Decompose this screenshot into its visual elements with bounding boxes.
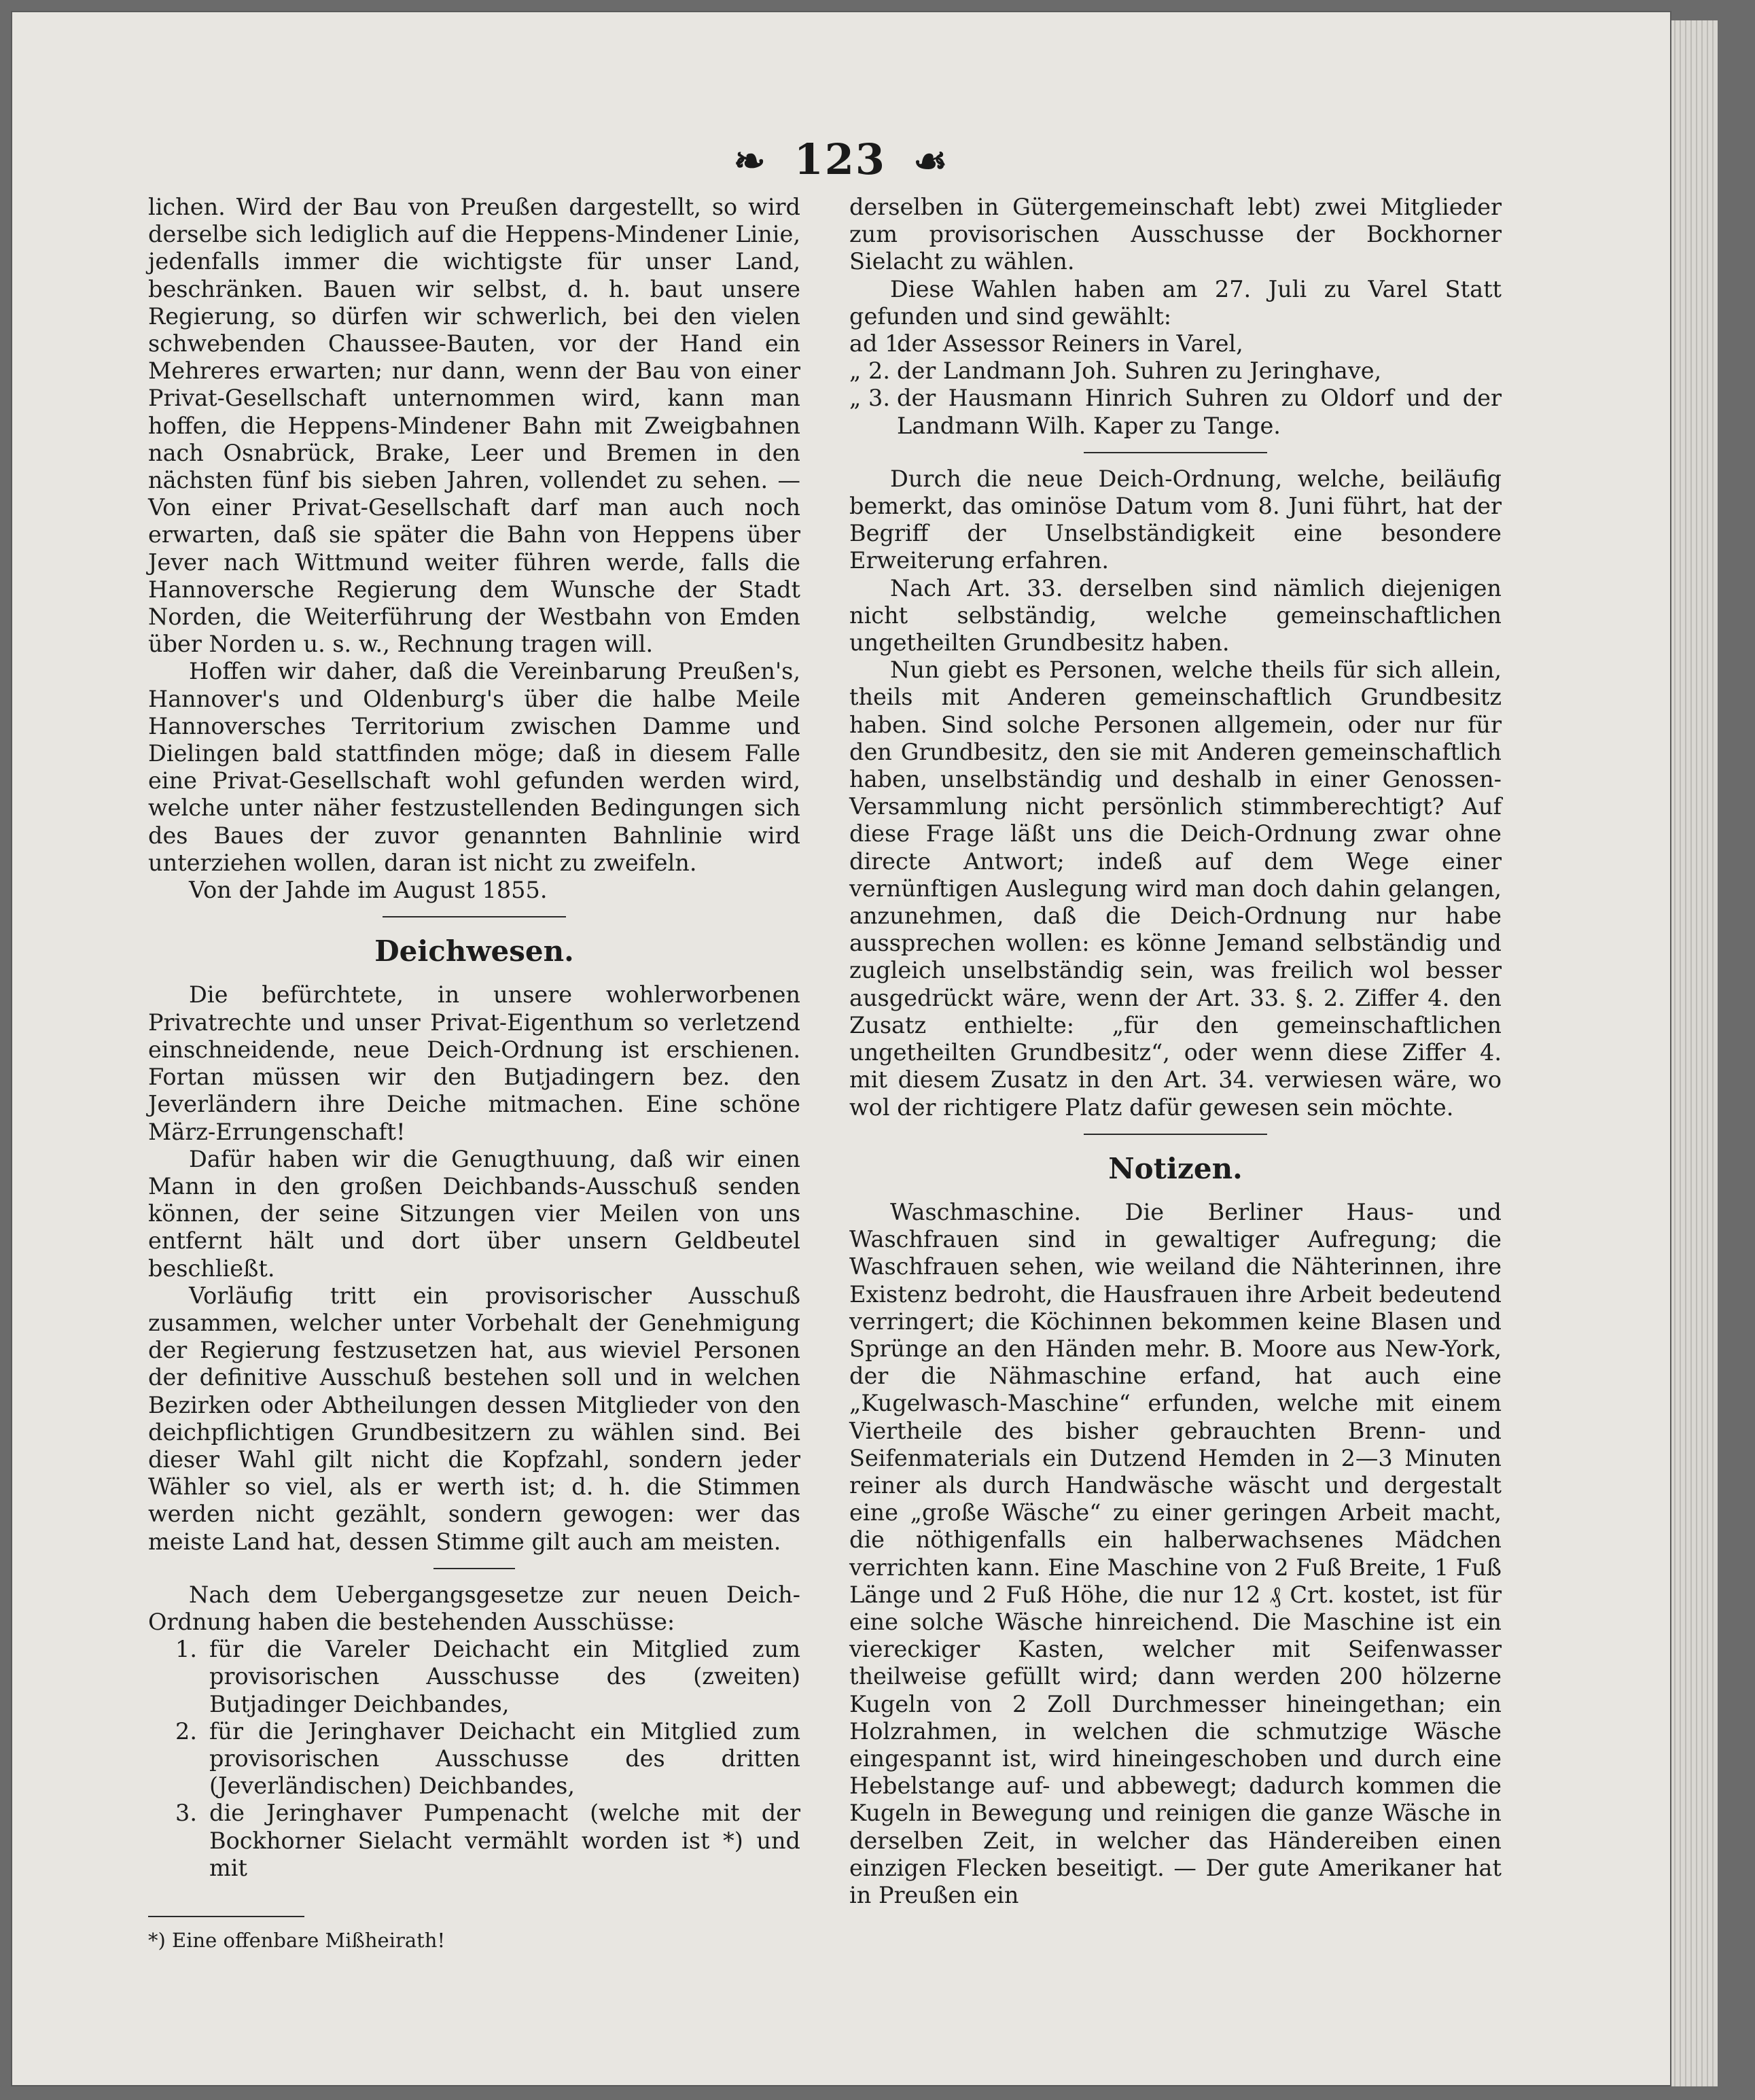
section-divider xyxy=(433,1568,515,1569)
paragraph: Vorläufig tritt ein provisorischer Ausschuß zusammen, welcher unter Vorbehalt der Genehmigung der Regierung festzusetzen hat, aus wieviel Personen der definitive Ausschuß bestehen soll und in welchen Bezirken oder Abtheilungen dessen Mitglieder von den deichpflichtigen Grundbesitzern zu wählen sind. Bei dieser Wahl gilt nicht die Kopfzahl, sondern jeder Wähler so viel, als er werth ist; d. h. die Stimmen werden nicht gezählt, sondern gewogen: wer das meiste Land hat, dessen Stimme gilt auch am meisten. xyxy=(148,1282,800,1555)
section-divider xyxy=(1084,1134,1267,1135)
paragraph: Nach Art. 33. derselben sind nämlich diejenigen nicht selbständig, welche gemeinschaftlichen ungetheilten Grundbesitz haben. xyxy=(849,574,1502,657)
footnote: *) Eine offenbare Mißheirath! xyxy=(148,1928,446,1952)
paragraph: Hoffen wir daher, daß die Vereinbarung Preußen's, Hannover's und Oldenburg's über die halbe Meile Hannoversches Territorium zwischen Damme und Dielingen bald stattfinden möge; daß in diesem Falle eine Privat-Gesellschaft wohl gefunden werden wird, welche unter näher festzustellenden Bedingungen sich des Baues der zuvor genannten Bahnlinie wird unterziehen wollen, daran ist nicht zu zweifeln. xyxy=(148,658,800,876)
list-item: „ 2. der Landmann Joh. Suhren zu Jeringhave, xyxy=(849,357,1382,385)
section-divider xyxy=(1084,452,1267,453)
paragraph: Dafür haben wir die Genugthuung, daß wir einen Mann in den großen Deichbands-Ausschuß senden können, der seine Sitzungen vier Meilen von uns entfernt hält und dort über unsern Geldbeutel beschließt. xyxy=(148,1145,800,1282)
page-header xyxy=(12,135,1670,184)
page-edge-stack xyxy=(1670,20,1718,2086)
paragraph: Nach dem Uebergangsgesetze zur neuen Deich-Ordnung haben die bestehenden Ausschüsse: xyxy=(148,1581,800,1635)
list-item: 1. für die Vareler Deichacht ein Mitglied zum provisorischen Ausschusse des (zweiten) Butjadinger Deichbandes, xyxy=(175,1636,800,1717)
page-number: 123 xyxy=(794,135,887,184)
section-heading: Deichwesen. xyxy=(374,934,574,968)
dateline: Von der Jahde im August 1855. xyxy=(189,877,548,904)
ornament-right-icon: ☙ xyxy=(913,139,949,183)
numbered-list xyxy=(148,1636,800,1882)
paragraph: Nun giebt es Personen, welche theils für sich allein, theils mit Anderen gemeinschaftlich Grundbesitz haben. Sind solche Personen allgemein, oder nur für den Grundbesitz, den sie mit Anderen gemeinschaftlich haben, unselbständig und deshalb in einer Genossen-Versammlung nicht persönlich stimmberechtigt? Auf diese Frage läßt uns die Deich-Ordnung zwar ohne directe Antwort; indeß auf dem Wege einer vernünftigen Auslegung wird man doch dahin gelangen, anzunehmen, daß die Deich-Ordnung nur habe aussprechen wollen: es könne Jemand selbständig und zugleich unselbständig sein, was freilich wol besser ausgedrückt wäre, wenn der Art. 33. §. 2. Ziffer 4. den Zusatz enthielte: „für den gemeinschaftlichen ungetheilten Grundbesitz“, oder wenn diese Ziffer 4. mit diesem Zusatz in den Art. 34. verwiesen wäre, wo wol der richtigere Platz dafür gewesen sein möchte. xyxy=(849,657,1502,1121)
paragraph: Waschmaschine. Die Berliner Haus- und Waschfrauen sind in gewaltiger Aufregung; die Waschfrauen sehen, wie weiland die Nähterinnen, ihre Existenz bedroht, die Hausfrauen ihre Arbeit bedeutend verringert; die Köchinnen bekommen keine Blasen und Sprünge an den Händen mehr. B. Moore aus New-York, der die Nähmaschine erfand, hat auch eine „Kugelwasch-Maschine“ erfunden, welche mit einem Viertheile des bisher gebrauchten Brenn- und Seifenmaterials ein Dutzend Hemden in 2—3 Minuten reiner als durch Handwäsche wäscht und dergestalt eine „große Wäsche“ zu einer geringen Arbeit macht, die nöthigenfalls ein halberwachsenes Mädchen verrichten kann. Eine Maschine von 2 Fuß Breite, 1 Fuß Länge und 2 Fuß Höhe, die nur 12 ₰ Crt. kostet, ist für eine solche Wäsche hinreichend. Die Maschine ist ein viereckiger Kasten, welcher mit Seifenwasser theilweise gefüllt wird; dann werden 200 hölzerne Kugeln von 2 Zoll Durchmesser hineingethan; ein Holzrahmen, in welchen die schmutzige Wäsche eingespannt ist, wird hineingeschoben und durch eine Hebelstange auf- und abbewegt; dadurch kommen die Kugeln in Bewegung und reinigen die ganze Wäsche in derselben Zeit, in welcher das Händereiben einen einzigen Flecken beseitigt. — Der gute Amerikaner hat in Preußen ein xyxy=(849,1198,1502,1908)
paragraph: lichen. Wird der Bau von Preußen dargestellt, so wird derselbe sich lediglich auf die Heppens-Mindener Linie, jedenfalls immer die wichtigste für unser Land, beschränken. Bauen wir selbst, d. h. baut unsere Regierung, so dürfen wir schwerlich, bei den vielen schwebenden Chaussee-Bauten, vor der Hand ein Mehreres erwarten; nur dann, wenn der Bau von einer Privat-Gesellschaft unternommen wird, kann man hoffen, die Heppens-Mindener Bahn mit Zweigbahnen nach Osnabrück, Brake, Leer und Bremen in den nächsten fünf bis sieben Jahren, vollendet zu sehen. — Von einer Privat-Gesellschaft darf man auch noch erwarten, daß sie später die Bahn von Heppens über Jever nach Wittmund weiter führen werde, falls die Hannoversche Regierung dem Wunsche der Stadt Norden, die Weiterführung der Westbahn von Emden über Norden u. s. w., Rechnung tragen will. xyxy=(148,194,800,658)
list-item: 3. die Jeringhaver Pumpenacht (welche mit der Bockhorner Sielacht vermählt worden ist *) und mit xyxy=(175,1800,800,1881)
right-column xyxy=(849,194,1502,1909)
left-column xyxy=(148,194,800,1954)
ornament-left-icon: ❧ xyxy=(733,139,767,183)
section-divider xyxy=(383,916,566,917)
list-item: „ 3. der Hausmann Hinrich Suhren zu Oldorf und der Landmann Wilh. Kaper zu Tange. xyxy=(849,385,1502,439)
paragraph: Die befürchtete, in unsere wohlerworbenen Privatrechte und unser Privat-Eigenthum so verletzend einschneidende, neue Deich-Ordnung ist erschienen. Fortan müssen wir den Butjadingern bez. den Jeverländern ihre Deiche mitmachen. Eine schöne März-Errungenschaft! xyxy=(148,981,800,1145)
paragraph: derselben in Gütergemeinschaft lebt) zwei Mitglieder zum provisorischen Ausschusse der Bockhorner Sielacht zu wählen. xyxy=(849,194,1502,275)
list-item: 2. für die Jeringhaver Deichacht ein Mitglied zum provisorischen Ausschusse des dritten (Jeverländischen) Deichbandes, xyxy=(175,1717,800,1800)
paragraph: Durch die neue Deich-Ordnung, welche, beiläufig bemerkt, das ominöse Datum vom 8. Juni führt, hat der Begriff der Unselbständigkeit eine besondere Erweiterung erfahren. xyxy=(849,465,1502,574)
footnote-divider xyxy=(148,1916,304,1917)
list-item: ad 1. der Assessor Reiners in Varel, xyxy=(849,330,1243,357)
section-heading: Notizen. xyxy=(1108,1151,1243,1185)
paragraph: Diese Wahlen haben am 27. Juli zu Varel Statt gefunden und sind gewählt: xyxy=(849,275,1502,330)
